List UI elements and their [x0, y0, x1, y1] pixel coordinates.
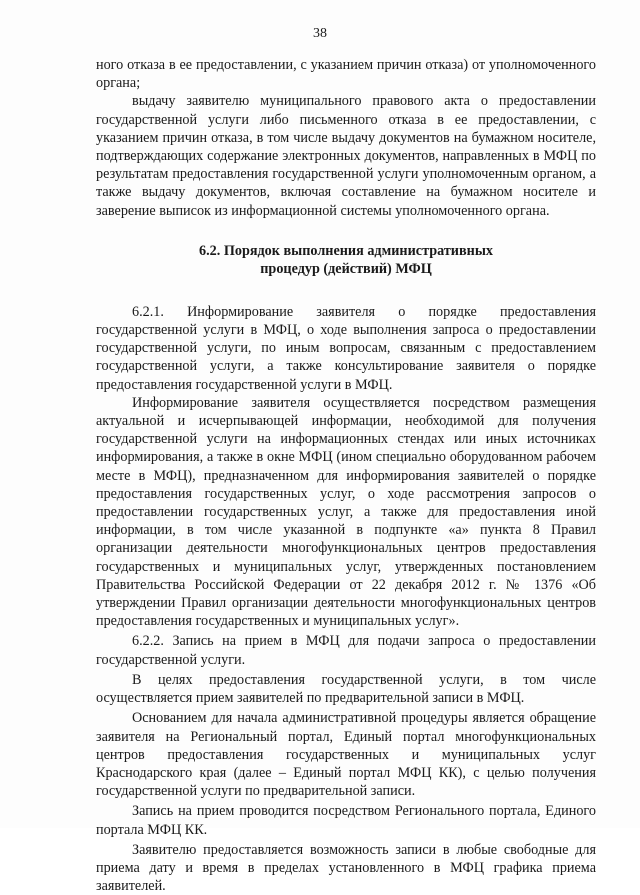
paragraph-informing: Информирование заявителя осуществляется посредством размещения актуальной и исчерпывающей информации, необходимой для получения государственной услуги на информационных стендах или иных источниках информирования, а также в окне МФЦ (ином специально оборудованном рабочем месте в МФЦ), предназначенном для информирования заявителей о порядке предоставления государственных услуг, о ходе рассмотрения запросов о предоставлении государственных услуг, а также для предоставления иной информации, в том числе указанной в подпункте «а» пункта 8 Правил организации деятельности многофункциональных центров предоставления государственных и муниципальных услуг, утвержденных постановлением Правительства Российской Федерации от 22 декабря 2012 г. № 1376 «Об утверждении Правил организации деятельности многофункциональных центров предоставления государственных и муниципальных услуг».: [96, 394, 596, 630]
paragraph-schedule: Заявителю предоставляется возможность записи в любые свободные для приема дату и время в пределах установленного в МФЦ графика приема заявителей.: [96, 841, 596, 895]
paragraph-registration-portals: Запись на прием проводится посредством Регионального портала, Единого портала МФЦ КК.: [96, 803, 596, 838]
section-heading-line-1: 6.2. Порядок выполнения административных: [198, 242, 493, 259]
paragraph-6-2-1: 6.2.1. Информирование заявителя о порядке предоставления государственной услуги в МФЦ, о ходе выполнения запроса о предоставлении государственной услуги, по иным вопросам, связанным с предоставлением государственной услуги, а также консультирование заявителя о порядке предоставления государственной услуги в МФЦ.: [96, 303, 596, 393]
paragraph-issuance: выдачу заявителю муниципального правового акта о предоставлении государственной услуги либо письменного отказа в ее предоставлении, с указанием причин отказа, в том числе выдачу документов на бумажном носителе, подтверждающих содержание электронных документов, направленных в МФЦ по результатам предоставления государственной услуги уполномоченным органом, а также выдачу документов, включая составление на бумажном носителе и заверение выписок из информационной системы уполномоченного органа.: [96, 93, 596, 219]
paragraph-6-2-2: 6.2.2. Запись на прием в МФЦ для подачи запроса о предоставлении государственной услуги.: [96, 633, 596, 668]
document-body: [96, 56, 596, 895]
page-number: 38: [313, 26, 327, 41]
section-heading: [96, 242, 596, 279]
paragraph-continuation: ного отказа в ее предоставлении, с указанием причин отказа) от уполномоченного органа;: [96, 57, 596, 92]
section-heading-line-2: процедур (действий) МФЦ: [260, 261, 432, 278]
paragraph-basis: Основанием для начала административной процедуры является обращение заявителя на Региональный портал, Единый портал многофункциональных центров предоставления государственных и муниципальных услуг Краснодарского края (далее – Единый портал МФЦ КК), с целью получения государственной услуги по предварительной записи.: [96, 710, 596, 800]
paragraph-pre-registration: В целях предоставления государственной услуги, в том числе осуществляется прием заявителей по предварительной записи в МФЦ.: [96, 671, 596, 707]
